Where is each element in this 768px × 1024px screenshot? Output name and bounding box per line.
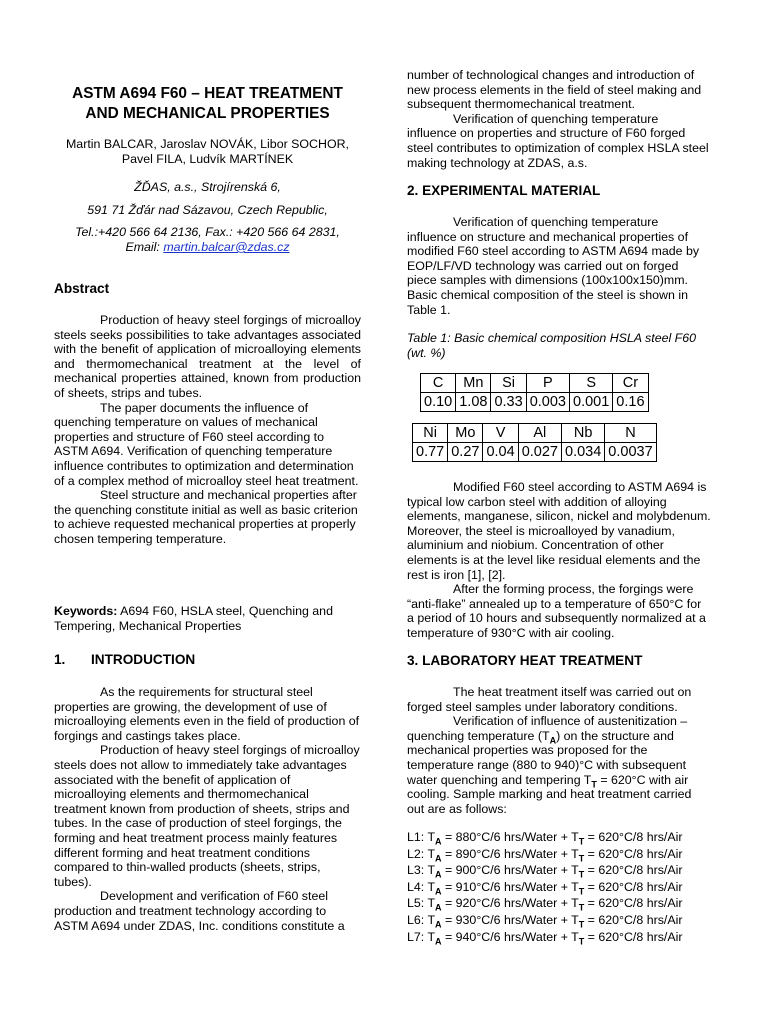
introduction-body (54, 685, 361, 933)
keywords-label: Keywords: (54, 604, 118, 618)
experimental-paragraph-2: Modified F60 steel according to ASTM A694 is typical low carbon steel with addition of alloying elements, manganese, silicon, nickel and molybdenum. Moreover, the steel is microalloyed by vanadium, aluminium and niobium. Concentration of other elements is at the level like residual elements and the rest is iron [1], [2]. (407, 480, 711, 582)
equals-sign: = (441, 896, 456, 911)
condition-label: L6: T (407, 912, 436, 927)
subscript-t: T (578, 869, 585, 880)
experimental-body (407, 215, 711, 317)
lab-paragraph-1: The heat treatment itself was carried out on forged steel samples under laboratory conditions. (407, 685, 692, 714)
table-1-header-cell: S (570, 374, 613, 393)
quench-temperature: 910 (455, 879, 477, 894)
experimental-body-2 (407, 480, 711, 641)
condition-label: L4: T (407, 879, 436, 894)
subscript-a: A (549, 735, 557, 746)
table-1-header-cell: Si (491, 374, 526, 393)
equals-sign: = (441, 846, 456, 861)
subscript-a: A (435, 836, 442, 847)
quench-temperature: 890 (455, 846, 477, 861)
lab-p2-part-c: = 620°C with air cooling. Sample marking and heat treatment carried out are as follows: (407, 772, 692, 816)
table-2-value-cell: 0.0037 (605, 443, 656, 462)
table-2-header-cell: Mo (448, 424, 483, 443)
equals-sign: = (441, 863, 456, 878)
affiliation-phone: Tel.:+420 566 64 2136, Fax.: +420 566 64 2831, (75, 225, 340, 239)
table-1-header-cell: C (421, 374, 456, 393)
table-2-header-cell: N (605, 424, 656, 443)
lab-paragraph-2 (407, 714, 711, 816)
chemical-table-1 (420, 373, 649, 412)
quench-temperature: 940 (455, 929, 477, 944)
equals-sign: = (441, 830, 456, 844)
right-paragraph-1: number of technological changes and introduction of new process elements in the field of steel making and subsequent thermomechanical treatment. (407, 68, 702, 112)
condition-middle: °C/6 hrs/Water + T (476, 830, 579, 844)
subscript-a: A (435, 919, 442, 930)
quench-temperature: 900 (455, 863, 477, 878)
heat-treatment-item (407, 929, 711, 946)
table-1-value-cell: 0.10 (421, 393, 456, 412)
affiliation-company: ŽĎAS, a.s., Strojírenská 6, (134, 180, 281, 194)
condition-label: L2: T (407, 846, 436, 861)
table-2-header-cell: V (483, 424, 518, 443)
subscript-a: A (435, 902, 442, 913)
equals-sign: = (441, 929, 456, 944)
intro-paragraph-1: As the requirements for structural steel properties are growing, the development of use of microalloying elements even in the field of production of forgings and castings takes place. (54, 685, 360, 743)
table-1-value-cell: 0.33 (491, 393, 526, 412)
lab-p2-part-b: ) on the structure and mechanical properties was proposed for the temperature range (880 to 940)°C with subsequent water quenching and tempering T (407, 728, 687, 787)
condition-middle: °C/6 hrs/Water + T (476, 846, 579, 861)
table-2-value-cell: 0.77 (413, 443, 448, 462)
table-1-header-cell: P (526, 374, 569, 393)
heat-treatment-item (407, 879, 711, 896)
quench-temperature: 930 (455, 912, 477, 927)
table-1-header-cell: Cr (613, 374, 648, 393)
table-2-value-cell: 0.027 (518, 443, 561, 462)
subscript-t: T (578, 853, 585, 864)
subscript-a: A (435, 936, 442, 947)
table-2-header-row (413, 424, 657, 443)
table-1-value-cell: 1.08 (456, 393, 491, 412)
abstract-heading: Abstract (54, 281, 110, 296)
affiliation-city: 591 71 Žďár nad Sázavou, Czech Republic, (87, 203, 328, 217)
section-1-number: 1. (54, 652, 66, 667)
condition-middle: °C/6 hrs/Water + T (476, 879, 579, 894)
section-1-heading: INTRODUCTION (91, 652, 196, 667)
affiliation-email (54, 240, 361, 255)
intro-paragraph-2: Production of heavy steel forgings of microalloy steels does not allow to immediately take advantages associated with the benefit of application of microalloying elements and thermomechanical treatment known from production of sheets, strips and tubes. In the case of production of steel forgings, the forming and heat treatment process mainly features different forming and heat treatment conditions compared to thin-walled products (sheets, strips, tubes). (54, 743, 360, 889)
table-2-header-cell: Ni (413, 424, 448, 443)
table-1-value-cell: 0.001 (570, 393, 613, 412)
abstract-paragraph-2: The paper documents the influence of quenching temperature on values of mechanical properties and structure of F60 steel according to ASTM A694. Verification of quenching temperature influence contributes to optimization and determination of a complex method of microalloy steel heat treatment. (54, 400, 359, 488)
tempering-condition: = 620°C/8 hrs/Air (584, 879, 683, 894)
tempering-condition: = 620°C/8 hrs/Air (584, 929, 683, 944)
table-2-value-row (413, 443, 657, 462)
table-1-value-cell: 0.003 (526, 393, 569, 412)
subscript-t: T (578, 936, 585, 947)
lab-p2-part-a: Verification of influence of austenitization – quenching temperature (T (407, 714, 688, 743)
subscript-a: A (435, 886, 442, 897)
table-2-value-cell: 0.27 (448, 443, 483, 462)
abstract-body (54, 313, 361, 547)
section-3-heading: 3. LABORATORY HEAT TREATMENT (407, 653, 643, 668)
chemical-table-2 (412, 423, 657, 462)
condition-label: L7: T (407, 929, 436, 944)
tempering-condition: = 620°C/8 hrs/Air (584, 896, 683, 911)
condition-middle: °C/6 hrs/Water + T (476, 912, 579, 927)
right-top-text (407, 68, 711, 170)
subscript-t: T (591, 779, 597, 790)
condition-label: L1: T (407, 830, 436, 844)
subscript-t: T (578, 902, 585, 913)
table-2-header-cell: Nb (562, 424, 605, 443)
tempering-condition: = 620°C/8 hrs/Air (584, 830, 683, 844)
table-1-value-cell: 0.16 (613, 393, 648, 412)
keywords (54, 604, 361, 633)
experimental-paragraph-1: Verification of quenching temperature influence on structure and mechanical properties of modified F60 steel according to ASTM A694 made by EOP/LF/VD technology was carried out on forged piece samples with dimensions (100x100x150)mm. Basic chemical composition of the steel is shown in Table 1. (407, 215, 700, 317)
subscript-t: T (578, 836, 585, 847)
tempering-condition: = 620°C/8 hrs/Air (584, 863, 683, 878)
table-2-value-cell: 0.04 (483, 443, 518, 462)
intro-paragraph-3: Development and verification of F60 steel production and treatment technology according to ASTM A694 under ZDAS, Inc. conditions constitute a (54, 889, 345, 933)
subscript-t: T (578, 886, 585, 897)
tempering-condition: = 620°C/8 hrs/Air (584, 912, 683, 927)
condition-middle: °C/6 hrs/Water + T (476, 929, 579, 944)
equals-sign: = (441, 912, 456, 927)
table-1-caption: Table 1: Basic chemical composition HSLA steel F60 (wt. %) (407, 331, 697, 360)
subscript-a: A (435, 853, 442, 864)
condition-middle: °C/6 hrs/Water + T (476, 863, 579, 878)
abstract-paragraph-3: Steel structure and mechanical properties after the quenching constitute initial as well as basic criterion to achieve requested mechanical properties at properly chosen tempering temperature. (54, 488, 358, 546)
tempering-condition: = 620°C/8 hrs/Air (584, 846, 683, 861)
heat-treatment-list (407, 829, 711, 945)
paper-title: ASTM A694 F60 – HEAT TREATMENT AND MECHANICAL PROPERTIES (72, 85, 343, 122)
table-2-value-cell: 0.034 (562, 443, 605, 462)
quench-temperature: 920 (455, 896, 477, 911)
condition-label: L5: T (407, 896, 436, 911)
heat-treatment-item (407, 862, 711, 879)
quench-temperature: 880 (455, 830, 477, 844)
subscript-a: A (435, 869, 442, 880)
table-1-value-row (421, 393, 649, 412)
equals-sign: = (441, 879, 456, 894)
lab-body (407, 685, 711, 816)
table-1-header-row (421, 374, 649, 393)
subscript-t: T (578, 919, 585, 930)
heat-treatment-item (407, 846, 711, 863)
author-list: Martin BALCAR, Jaroslav NOVÁK, Libor SOCHOR, Pavel FILA, Ludvík MARTÍNEK (65, 137, 349, 166)
section-2-heading: 2. EXPERIMENTAL MATERIAL (407, 183, 601, 198)
abstract-paragraph-1: Production of heavy steel forgings of microalloy steels seeks possibilities to take advantages associated with the benefit of application of microalloying elements and thermomechanical treatment at the level of mechanical properties attained, known from production of sheets, strips and tubes. (54, 313, 361, 400)
keywords-text: A694 F60, HSLA steel, Quenching and Tempering, Mechanical Properties (54, 604, 333, 633)
heat-treatment-item (407, 829, 711, 846)
right-paragraph-2: Verification of quenching temperature influence on properties and structure of F60 forged steel contributes to optimization of complex HSLA steel making technology at ZDAS, a.s. (407, 111, 709, 170)
table-1-header-cell: Mn (456, 374, 491, 393)
heat-treatment-item (407, 912, 711, 929)
heat-treatment-item (407, 895, 711, 912)
condition-middle: °C/6 hrs/Water + T (476, 896, 579, 911)
email-label: Email: (125, 240, 164, 254)
table-2-header-cell: Al (518, 424, 561, 443)
condition-label: L3: T (407, 863, 436, 878)
experimental-paragraph-3: After the forming process, the forgings were “anti-flake” annealed up to a temperature of 650°C for a period of 10 hours and subsequently normalized at a temperature of 930°C with air cooling. (407, 582, 706, 640)
email-link[interactable]: martin.balcar@zdas.cz (163, 240, 290, 254)
